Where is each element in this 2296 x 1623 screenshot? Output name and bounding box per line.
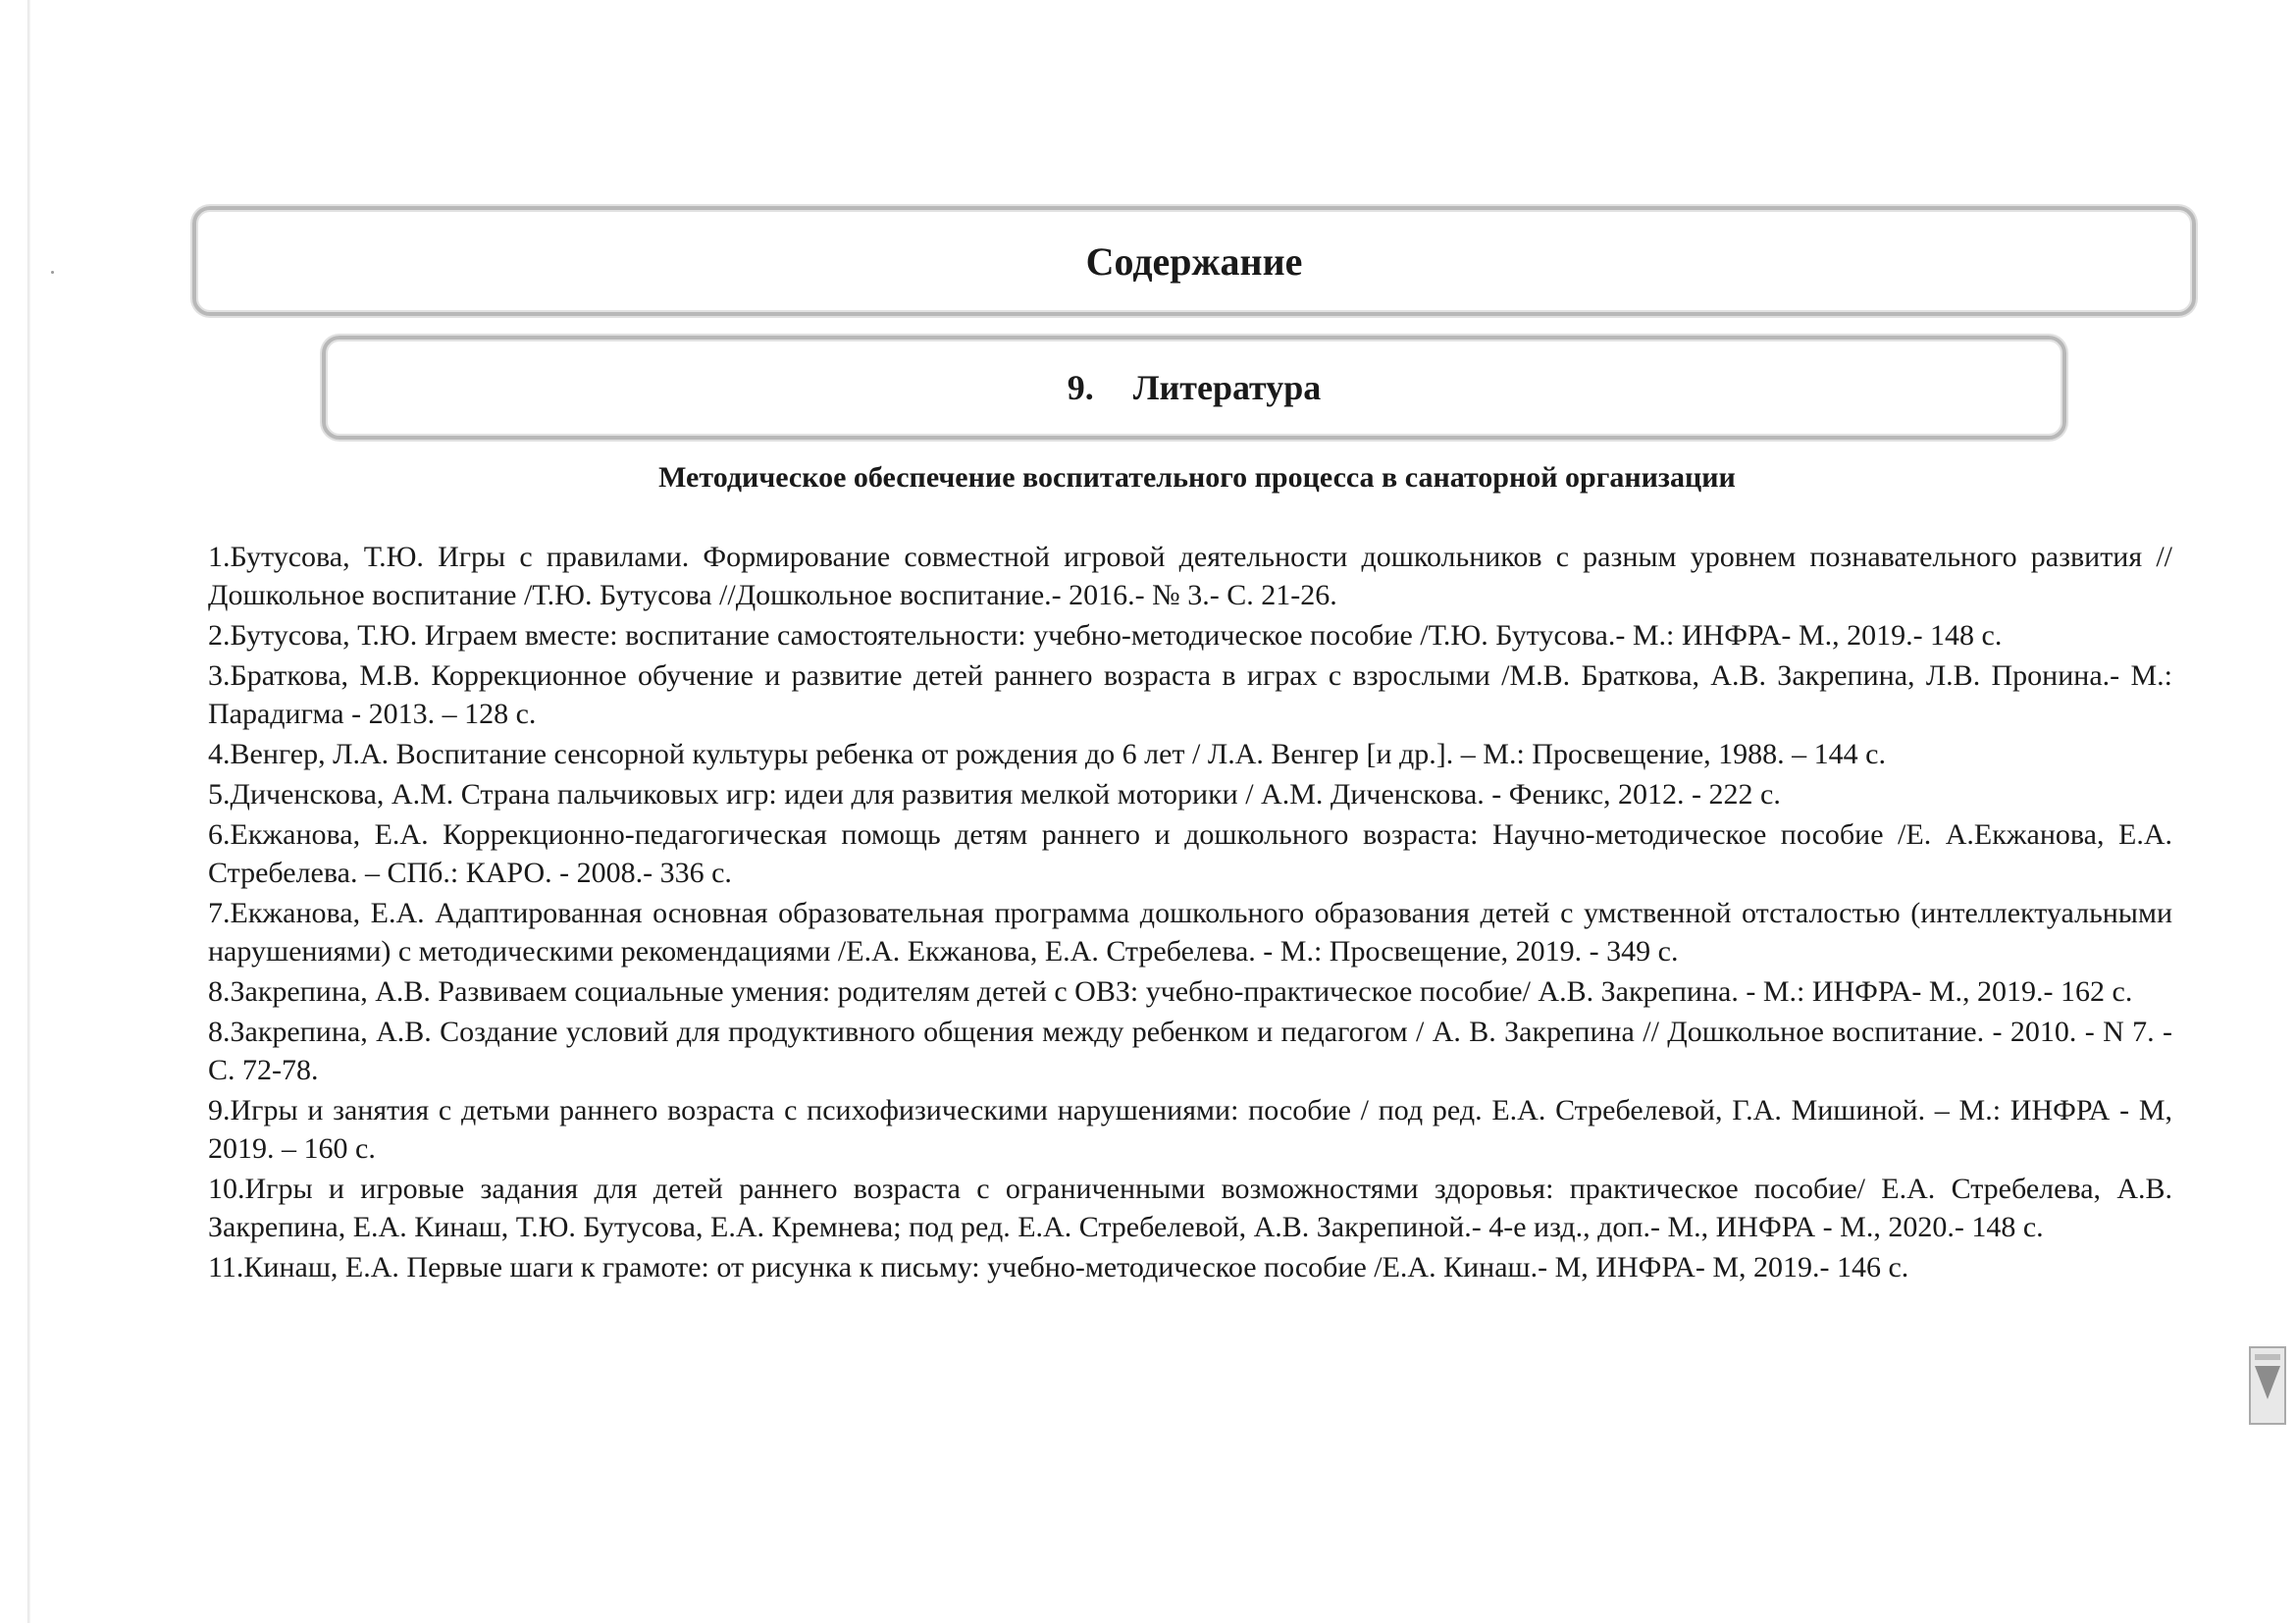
reference-list: [208, 538, 2172, 1288]
reference-item: 6.Екжанова, Е.А. Коррекционно-педагогическая помощь детям раннего и дошкольного возраста: Научно-методическое пособие /Е. А.Екжанова, Е.А. Стребелева. – СПб.: КАРО. - 2008.- 336 с.: [208, 818, 2172, 889]
triangle-down-icon: [2255, 1366, 2280, 1399]
subsection-title: Методическое обеспечение воспитательного процесса в санаторной организации: [658, 461, 1736, 494]
reference-item: 5.Диченскова, А.М. Страна пальчиковых игр: идеи для развития мелкой моторики / А.М. Диченскова. - Феникс, 2012. - 222 с.: [208, 778, 1781, 811]
section-title: Литература: [1132, 368, 1322, 407]
reference-item: 8.Закрепина, А.В. Создание условий для продуктивного общения между ребенком и педагогом / А. В. Закрепина // Дошкольное воспитание. - 2010. - N 7. - С. 72-78.: [208, 1016, 2172, 1086]
reference-item: 11.Кинаш, Е.А. Первые шаги к грамоте: от рисунка к письму: учебно-методическое пособие /Е.А. Кинаш.- М, ИНФРА- М, 2019.- 146 с.: [208, 1251, 1909, 1283]
reference-item: 8.Закрепина, А.В. Развиваем социальные умения: родителям детей с ОВЗ: учебно-практическое пособие/ А.В. Закрепина. - М.: ИНФРА- М., 2019.- 162 с.: [208, 975, 2133, 1008]
contents-header-box: [192, 206, 2196, 316]
scroll-cap: [2255, 1354, 2280, 1360]
section-header-box: [322, 336, 2066, 440]
reference-item: 3.Браткова, М.В. Коррекционное обучение и развитие детей раннего возраста в играх с взрослыми /М.В. Браткова, А.В. Закрепина, Л.В. Пронина.- М.: Парадигма - 2013. – 128 с.: [208, 659, 2172, 730]
reference-item: 7.Екжанова, Е.А. Адаптированная основная образовательная программа дошкольного образования детей с умственной отсталостью (интеллектуальными нарушениями) с методическими рекомендациями /Е.А. Екжанова, Е.А. Стребелева. - М.: Просвещение, 2019. - 349 с.: [208, 897, 2172, 968]
reference-item: 9.Игры и занятия с детьми раннего возраста с психофизическими нарушениями: пособие / под ред. Е.А. Стребелевой, Г.А. Мишиной. – М.: ИНФРА - М, 2019. – 160 с.: [208, 1094, 2172, 1165]
scan-speck: [51, 271, 54, 274]
reference-item: 4.Венгер, Л.А. Воспитание сенсорной культуры ребенка от рождения до 6 лет / Л.А. Венгер [и др.]. – М.: Просвещение, 1988. – 144 с.: [208, 738, 1886, 770]
scan-edge: [27, 0, 30, 1623]
scroll-down-button[interactable]: [2249, 1346, 2286, 1425]
contents-title: Содержание: [1085, 238, 1303, 284]
reference-item: 2.Бутусова, Т.Ю. Играем вместе: воспитание самостоятельности: учебно-методическое пособие /Т.Ю. Бутусова.- М.: ИНФРА- М., 2019.- 148 с.: [208, 619, 2003, 652]
section-number: 9.: [1067, 368, 1094, 407]
reference-item: 1.Бутусова, Т.Ю. Игры с правилами. Формирование совместной игровой деятельности дошкольников с разным уровнем познавательного развития //Дошкольное воспитание /Т.Ю. Бутусова //Дошкольное воспитание.- 2016.- № 3.- С. 21-26.: [208, 541, 2172, 611]
reference-item: 10.Игры и игровые задания для детей раннего возраста с ограниченными возможностями здоровья: практическое пособие/ Е.А. Стребелева, А.В. Закрепина, Е.А. Кинаш, Т.Ю. Бутусова, Е.А. Кремнева; под ред. Е.А. Стребелевой, А.В. Закрепиной.- 4-е изд., доп.- М., ИНФРА - М., 2020.- 148 с.: [208, 1173, 2172, 1243]
